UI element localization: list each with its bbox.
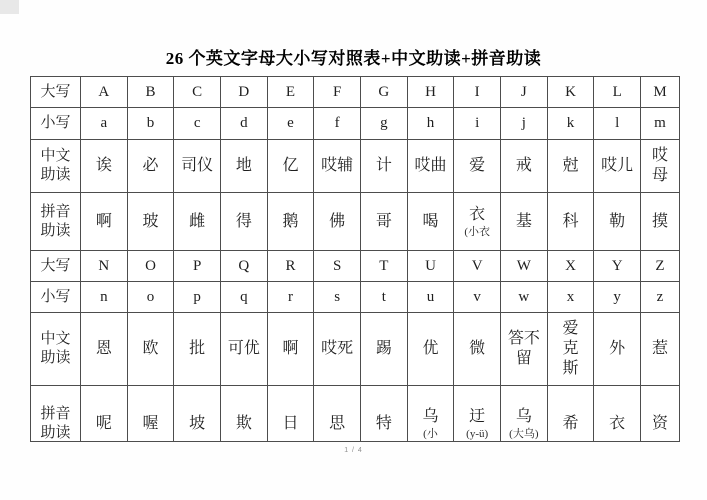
pinyin-aid-cell: 欺 bbox=[221, 386, 268, 442]
pinyin-aid-cell: 坡 bbox=[174, 386, 221, 442]
chinese-aid-cell: 外 bbox=[594, 313, 641, 386]
row-label: 拼音助读 bbox=[31, 193, 81, 251]
uppercase-cell: N bbox=[81, 251, 128, 282]
chinese-aid-cell: 惹 bbox=[641, 313, 679, 386]
uppercase-cell: Z bbox=[641, 251, 679, 282]
lowercase-cell: q bbox=[221, 282, 268, 313]
pinyin-aid-cell: 思 bbox=[314, 386, 361, 442]
chinese-aid-cell: 地 bbox=[221, 140, 268, 193]
page-number-indicator: 1 / 4 bbox=[344, 447, 363, 454]
chinese-aid-cell: 可优 bbox=[221, 313, 268, 386]
pinyin-aid-cell: 迂 (y-ü) bbox=[454, 386, 501, 442]
chinese-aid-cell: 司仪 bbox=[174, 140, 221, 193]
uppercase-cell: P bbox=[174, 251, 221, 282]
pinyin-aid-cell: 科 bbox=[548, 193, 595, 251]
lowercase-cell: e bbox=[268, 108, 315, 140]
pinyin-aid-cell: 玻 bbox=[128, 193, 175, 251]
pinyin-aid-cell: 资 bbox=[641, 386, 679, 442]
pinyin-aid-cell: 呢 bbox=[81, 386, 128, 442]
lowercase-cell: i bbox=[454, 108, 501, 140]
uppercase-cell: A bbox=[81, 77, 128, 108]
uppercase-cell: J bbox=[501, 77, 548, 108]
chinese-aid-cell: 哎辅 bbox=[314, 140, 361, 193]
pinyin-aid-cell: 衣 bbox=[594, 386, 641, 442]
lowercase-cell: f bbox=[314, 108, 361, 140]
uppercase-cell: H bbox=[408, 77, 455, 108]
uppercase-cell: Y bbox=[594, 251, 641, 282]
chinese-aid-cell: 必 bbox=[128, 140, 175, 193]
uppercase-cell: X bbox=[548, 251, 595, 282]
uppercase-cell: O bbox=[128, 251, 175, 282]
lowercase-cell: z bbox=[641, 282, 679, 313]
lowercase-cell: u bbox=[408, 282, 455, 313]
pinyin-aid-cell: 乌 (小 bbox=[408, 386, 455, 442]
lowercase-cell: a bbox=[81, 108, 128, 140]
uppercase-cell: S bbox=[314, 251, 361, 282]
pinyin-aid-cell: 衣 (小衣 bbox=[454, 193, 501, 251]
pinyin-aid-cell: 鹅 bbox=[268, 193, 315, 251]
scan-corner-artifact bbox=[0, 0, 19, 14]
pinyin-aid-cell: 喝 bbox=[408, 193, 455, 251]
pinyin-aid-cell: 雌 bbox=[174, 193, 221, 251]
pinyin-aid-cell: 特 bbox=[361, 386, 408, 442]
page-title: 26 个英文字母大小写对照表+中文助读+拼音助读 bbox=[165, 49, 542, 68]
row-label: 中文助读 bbox=[31, 313, 81, 386]
chinese-aid-cell: 哎曲 bbox=[408, 140, 455, 193]
pinyin-aid-cell: 勒 bbox=[594, 193, 641, 251]
pinyin-aid-cell: 啊 bbox=[81, 193, 128, 251]
uppercase-cell: V bbox=[454, 251, 501, 282]
uppercase-cell: L bbox=[594, 77, 641, 108]
row-label: 大写 bbox=[31, 251, 81, 282]
lowercase-cell: c bbox=[174, 108, 221, 140]
lowercase-cell: j bbox=[501, 108, 548, 140]
lowercase-cell: y bbox=[594, 282, 641, 313]
chinese-aid-cell: 踢 bbox=[361, 313, 408, 386]
uppercase-cell: M bbox=[641, 77, 679, 108]
pinyin-annotation: (大乌) bbox=[509, 427, 539, 440]
pinyin-aid-cell: 佛 bbox=[314, 193, 361, 251]
lowercase-cell: g bbox=[361, 108, 408, 140]
chinese-aid-cell: 诶 bbox=[81, 140, 128, 193]
pinyin-aid-cell: 摸 bbox=[641, 193, 679, 251]
uppercase-cell: C bbox=[174, 77, 221, 108]
lowercase-cell: p bbox=[174, 282, 221, 313]
chinese-aid-cell: 啊 bbox=[268, 313, 315, 386]
chinese-aid-cell: 哎 母 bbox=[641, 140, 679, 193]
pinyin-aid-cell: 希 bbox=[548, 386, 595, 442]
pinyin-annotation: (小衣 bbox=[464, 225, 490, 238]
chinese-aid-cell: 爱 克 斯 bbox=[548, 313, 595, 386]
chinese-aid-cell: 恩 bbox=[81, 313, 128, 386]
lowercase-cell: x bbox=[548, 282, 595, 313]
pinyin-aid-cell: 日 bbox=[268, 386, 315, 442]
lowercase-cell: v bbox=[454, 282, 501, 313]
chinese-aid-cell: 亿 bbox=[268, 140, 315, 193]
pinyin-aid-cell: 得 bbox=[221, 193, 268, 251]
uppercase-cell: W bbox=[501, 251, 548, 282]
pinyin-aid-cell: 乌 (大乌) bbox=[501, 386, 548, 442]
chinese-aid-cell: 批 bbox=[174, 313, 221, 386]
pinyin-annotation: (y-ü) bbox=[466, 427, 489, 440]
uppercase-cell: U bbox=[408, 251, 455, 282]
row-label: 小写 bbox=[31, 282, 81, 313]
lowercase-cell: t bbox=[361, 282, 408, 313]
lowercase-cell: r bbox=[268, 282, 315, 313]
chinese-aid-cell: 爱 bbox=[454, 140, 501, 193]
lowercase-cell: b bbox=[128, 108, 175, 140]
uppercase-cell: K bbox=[548, 77, 595, 108]
row-label: 大写 bbox=[31, 77, 81, 108]
lowercase-cell: d bbox=[221, 108, 268, 140]
uppercase-cell: R bbox=[268, 251, 315, 282]
uppercase-cell: D bbox=[221, 77, 268, 108]
uppercase-cell: B bbox=[128, 77, 175, 108]
uppercase-cell: T bbox=[361, 251, 408, 282]
uppercase-cell: G bbox=[361, 77, 408, 108]
lowercase-cell: s bbox=[314, 282, 361, 313]
chinese-aid-cell: 欧 bbox=[128, 313, 175, 386]
lowercase-cell: o bbox=[128, 282, 175, 313]
lowercase-cell: m bbox=[641, 108, 679, 140]
uppercase-cell: E bbox=[268, 77, 315, 108]
lowercase-cell: k bbox=[548, 108, 595, 140]
lowercase-cell: h bbox=[408, 108, 455, 140]
chinese-aid-cell: 计 bbox=[361, 140, 408, 193]
pinyin-aid-cell: 哥 bbox=[361, 193, 408, 251]
lowercase-cell: n bbox=[81, 282, 128, 313]
chinese-aid-cell: 戒 bbox=[501, 140, 548, 193]
pinyin-aid-cell: 喔 bbox=[128, 386, 175, 442]
uppercase-cell: I bbox=[454, 77, 501, 108]
chinese-aid-cell: 哎儿 bbox=[594, 140, 641, 193]
row-label: 拼音助读 bbox=[31, 386, 81, 442]
uppercase-cell: F bbox=[314, 77, 361, 108]
chinese-aid-cell: 哎死 bbox=[314, 313, 361, 386]
lowercase-cell: w bbox=[501, 282, 548, 313]
letter-table bbox=[30, 76, 680, 442]
uppercase-cell: Q bbox=[221, 251, 268, 282]
pinyin-annotation: (小 bbox=[423, 427, 438, 440]
chinese-aid-cell: 优 bbox=[408, 313, 455, 386]
pinyin-aid-cell: 基 bbox=[501, 193, 548, 251]
chinese-aid-cell: 微 bbox=[454, 313, 501, 386]
lowercase-cell: l bbox=[594, 108, 641, 140]
chinese-aid-cell: 尅 bbox=[548, 140, 595, 193]
row-label: 中文助读 bbox=[31, 140, 81, 193]
chinese-aid-cell: 答不 留 bbox=[501, 313, 548, 386]
row-label: 小写 bbox=[31, 108, 81, 140]
